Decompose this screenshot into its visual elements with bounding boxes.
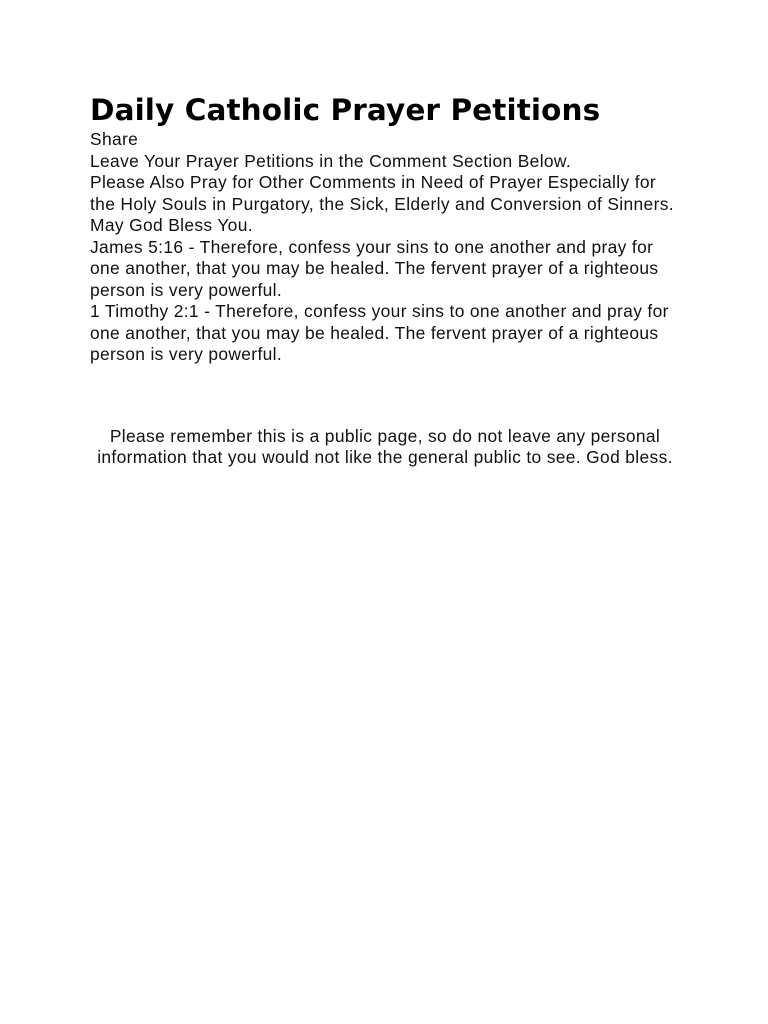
document-content: [90, 92, 680, 469]
page-title: Daily Catholic Prayer Petitions: [90, 93, 601, 127]
intro-text: Leave Your Prayer Petitions in the Comment Section Below.: [90, 150, 572, 171]
scripture-james-paragraph: James 5:16 - Therefore, confess your sins to one another and pray for one another, that you may be healed. The fervent prayer of a righteous person is very powerful.: [90, 236, 659, 300]
scripture-timothy-paragraph: 1 Timothy 2:1 - Therefore, confess your sins to one another and pray for one another, that you may be healed. The fervent prayer of a righteous person is very powerful.: [90, 301, 669, 364]
prayer-request-paragraph: Please Also Pray for Other Comments in Need of Prayer Especially for the Holy Souls in Purgatory, the Sick, Elderly and Conversion of Sinners. May God Bless You.: [90, 172, 674, 235]
public-page-notice: Please remember this is a public page, so do not leave any personal information that you would not like the general public to see. God bless.: [97, 425, 673, 467]
share-link[interactable]: Share: [90, 129, 139, 149]
